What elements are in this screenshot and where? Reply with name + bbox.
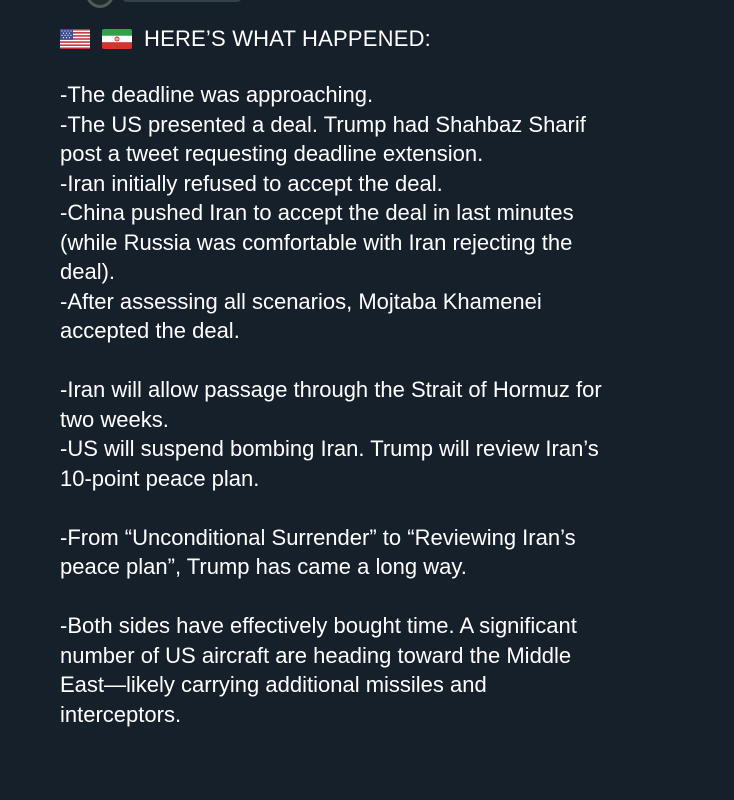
text-line: two weeks. <box>60 406 169 432</box>
text-line: peace plan”, Trump has came a long way. <box>60 554 467 579</box>
text-line: -US will suspend bombing Iran. Trump will review Iran’s <box>60 436 599 461</box>
author-name-placeholder[interactable] <box>122 0 242 2</box>
iran-flag-icon <box>102 29 132 49</box>
text-line: (while Russia was comfortable with Iran rejecting the <box>60 229 573 255</box>
paragraph-3 <box>60 523 700 582</box>
us-flag-icon <box>60 29 90 49</box>
text-line: -Both sides have effectively bought time. A significant <box>60 613 577 638</box>
text-line: -Iran will allow passage through the Strait of Hormuz for <box>60 377 602 402</box>
text-line: -Iran initially refused to accept the deal. <box>60 170 443 196</box>
tweet-body <box>60 80 700 729</box>
text-line: deal). <box>60 259 116 284</box>
header-title: HERE’S WHAT HAPPENED: <box>144 26 431 51</box>
paragraph-1 <box>60 80 700 346</box>
paragraph-gap <box>60 582 700 612</box>
avatar[interactable] <box>86 0 114 8</box>
paragraph-gap <box>60 346 700 376</box>
text-line: -The US presented a deal. Trump had Shahbaz Sharif <box>60 111 586 137</box>
text-line: number of US aircraft are heading toward the Middle <box>60 642 572 668</box>
text-line: -After assessing all scenarios, Mojtaba Khamenei <box>60 288 542 314</box>
text-line: post a tweet requesting deadline extension. <box>60 141 484 166</box>
text-line: -The deadline was approaching. <box>60 82 374 107</box>
paragraph-2 <box>60 375 700 493</box>
text-line: East—likely carrying additional missiles and <box>60 672 487 697</box>
header-line <box>60 24 700 54</box>
paragraph-4 <box>60 611 700 729</box>
paragraph-gap <box>60 493 700 523</box>
text-line: accepted the deal. <box>60 318 240 343</box>
text-line: -From “Unconditional Surrender” to “Reviewing Iran’s <box>60 524 576 550</box>
text-line: interceptors. <box>60 701 182 727</box>
tweet-text <box>60 24 700 729</box>
text-line: -China pushed Iran to accept the deal in last minutes <box>60 200 574 225</box>
text-line: 10-point peace plan. <box>60 465 260 491</box>
